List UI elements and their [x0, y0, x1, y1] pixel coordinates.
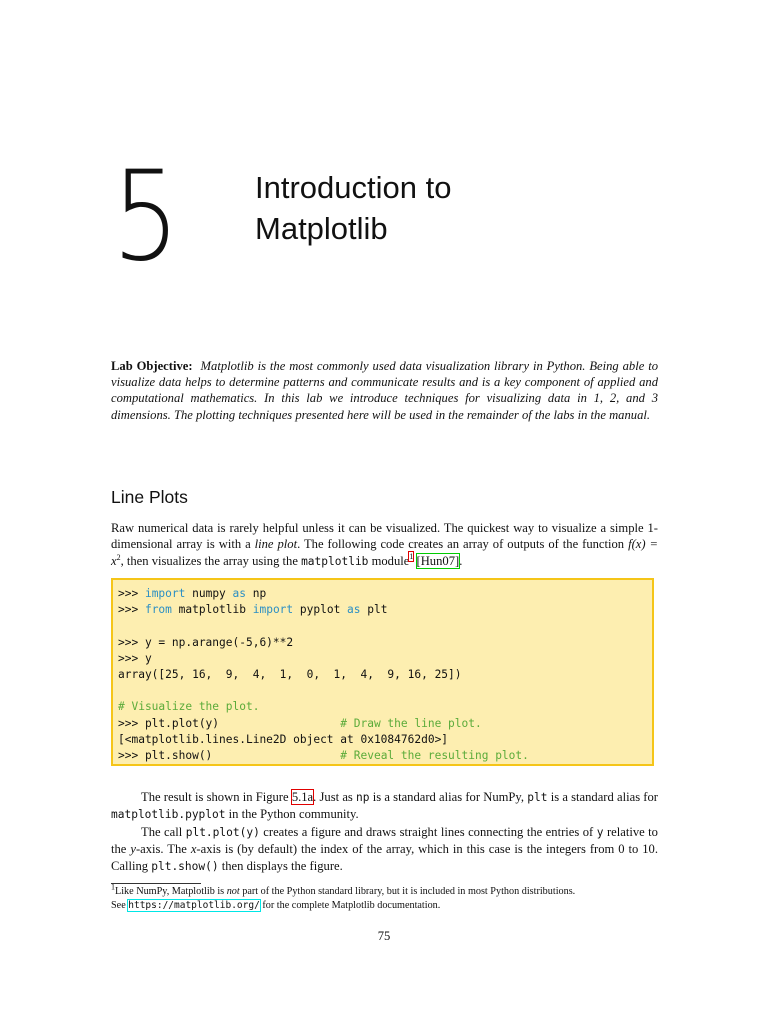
code-line: [<matplotlib.lines.Line2D object at 0x1084762d0>] [118, 732, 449, 746]
np-code: np [356, 791, 370, 804]
matplotlib-url-link[interactable]: https://matplotlib.org/ [128, 899, 260, 911]
lab-objective [111, 358, 658, 423]
code-line: >>> from matplotlib import pyplot as plt [118, 603, 388, 617]
code-line: >>> import numpy as np [118, 587, 267, 600]
matplotlib-code: matplotlib [301, 554, 369, 568]
function-formula: f(x) = x [111, 537, 659, 568]
show-call-code: plt.show() [151, 859, 219, 873]
code-line: array([25, 16, 9, 4, 1, 0, 1, 4, 9, 16, 25]) [118, 667, 462, 681]
chapter-title-line-1: Introduction to [255, 170, 452, 205]
chapter-number: 5 [112, 145, 177, 289]
section-heading: Line Plots [111, 487, 188, 507]
y-code: y [596, 826, 604, 839]
intro-text-1: Raw numerical data is rarely helpful unless it can be visualized. The quickest way to visualize a simple 1-dimensional array is with a [111, 521, 658, 552]
code-block [111, 578, 654, 766]
code-line-blank [118, 683, 647, 699]
code-line: >>> y = np.arange(-5,6)**2 [118, 635, 294, 649]
intro-end: . [459, 553, 463, 568]
footnote-line-1: $^1$Like NumPy, Matplotlib is not part of the Python standard library, but it is included in most Python distributions. [111, 882, 576, 897]
call-paragraph: The call plt.plot(y) creates a figure and draws straight lines connecting the entries of y relative to the y-axis. The x-axis is (by default) the index of the array, which in this case is the integers from 0 to 10. Calling plt.show() then displays the figure. [111, 825, 658, 873]
footnote-rule [111, 883, 201, 884]
footnote-mark: 1 [111, 882, 115, 892]
chapter-title [255, 167, 655, 249]
pyplot-code: matplotlib.pyplot [111, 808, 226, 822]
plt-code: plt [527, 791, 548, 804]
footnote-line-2: See https://matplotlib.org/ for the complete Matplotlib documentation. [111, 899, 441, 911]
citation-link[interactable]: [Hun07] [416, 553, 460, 568]
intro-paragraph [111, 520, 658, 570]
plot-call-code: plt.plot(y) [185, 826, 260, 839]
intro-text-2: . The following code creates an array of outputs of the function [297, 537, 629, 552]
code-comment: # Visualize the plot. [118, 700, 260, 714]
page-number: 75 [377, 929, 391, 943]
code-line: >>> y [118, 651, 152, 665]
result-paragraph: The result is shown in Figure 5.1a. Just as np is a standard alias for NumPy, plt is a standard alias for matplotlib.pyplot in the Python community. [111, 790, 658, 822]
intro-text-3: , then visualizes the array using the [120, 553, 302, 568]
lab-objective-label: Lab Objective: [111, 359, 193, 373]
function-exponent: 2 [116, 552, 121, 562]
lab-objective-text: Matplotlib is the most commonly used data visualization library in Python. Being able to visualize data helps to determine patterns and communicate results and is a key component of applied and computational mathematics. In this lab we introduce techniques for visualizing data in 1, 2, and 3 dimensions. The plotting techniques presented here will be used in the remainder of the labs in the manual. [111, 359, 658, 422]
intro-text-4: module [368, 553, 410, 568]
footnote [111, 882, 658, 913]
figure-link[interactable]: 5.1a [291, 790, 314, 804]
code-line-blank [118, 618, 647, 634]
code-line: >>> plt.plot(y) # Draw the line plot. [118, 716, 482, 730]
footnote-link[interactable]: 1 [409, 552, 414, 562]
chapter-title-line-2: Matplotlib [255, 211, 388, 246]
code-line: >>> plt.show() # Reveal the resulting plot. [118, 748, 529, 762]
line-plot-term: line plot [254, 537, 298, 552]
